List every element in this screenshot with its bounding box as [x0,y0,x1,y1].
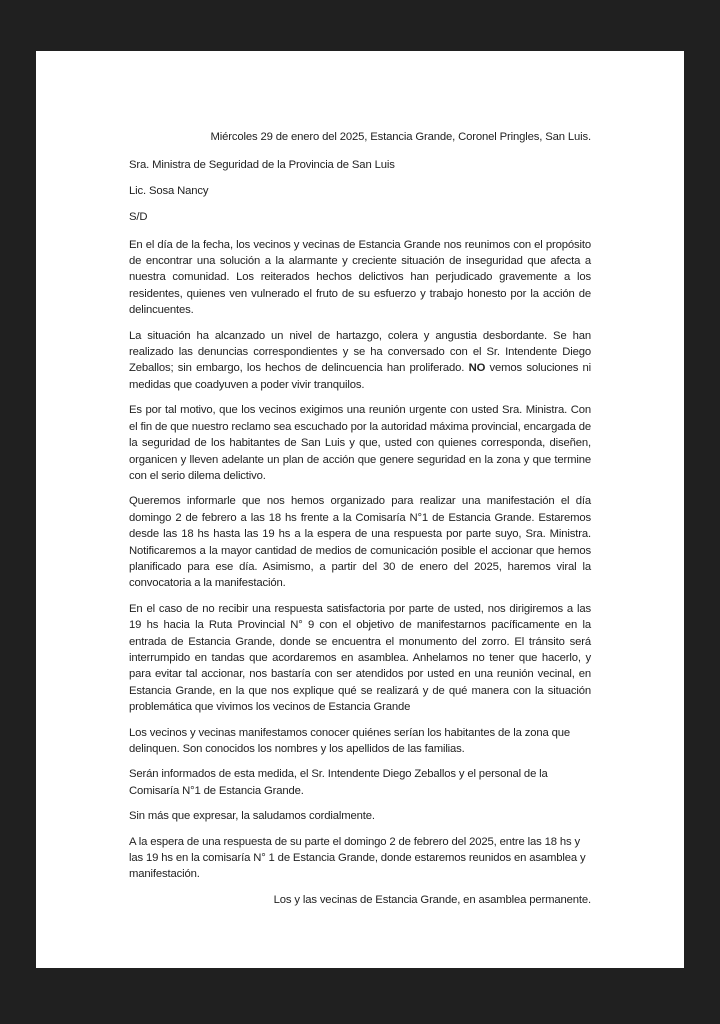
recipient-sd: S/D [129,211,148,224]
paragraph-4: Queremos informarle que nos hemos organizado para realizar una manifestación el día domingo 2 de febrero a las 18 hs frente a la Comisaría N°1 de Estancia Grande. Estaremos desde las 18 hs hasta las 19 hs a la espera de una respuesta por parte suyo, Sra. Ministra. Notificaremos a la mayor cantidad de medios de comunicación posible el accionar que hemos planificado para ese día. Asimismo, a partir del 30 de enero del 2025, haremos viral la convocatoria a la manifestación. [129,495,591,590]
paragraph-3: Es por tal motivo, que los vecinos exigimos una reunión urgente con usted Sra. Ministra. Con el fin de que nuestro reclamo sea escuchado por la autoridad máxima provincial, encargada de la seguridad de los habitantes de San Luis y que, usted con quienes corresponda, diseñen, organicen y lleven adelante un plan de acción que genere seguridad en la zona y que termine con el serio dilema delictivo. [129,404,591,482]
paragraph-2 [129,328,591,394]
paragraph-2-text-b: vemos soluciones ni medidas que coadyuven a poder vivir tranquilos. [129,362,591,391]
recipient-title: Sra. Ministra de Seguridad de la Provincia de San Luis [129,159,395,172]
paragraph-5: En el caso de no recibir una respuesta satisfactoria por parte de usted, nos dirigiremos a las 19 hs hacia la Ruta Provincial N° 9 con el objetivo de manifestarnos pacíficamente en la entrada de Estancia Grande, donde se encuentra el monumento del zorro. El tránsito será interrumpido en tandas que acordaremos en asamblea. Anhelamos no tener que hacerlo, y para evitar tal accionar, nos bastaría con ser atendidos por usted en una reunión vecinal, en Estancia Grande, en la que nos explique qué se realizará y de qué manera con la situación problemática que vivimos los vecinos de Estancia Grande [129,602,591,714]
recipient-name: Lic. Sosa Nancy [129,185,209,198]
letter-body [129,129,591,908]
paragraph-2-emphasis: NO [468,362,486,375]
paragraph-6: Los vecinos y vecinas manifestamos conocer quiénes serían los habitantes de la zona que delinquen. Son conocidos los nombres y los apellidos de las familias. [129,726,570,755]
paragraph-2-text-a: La situación ha alcanzado un nivel de hartazgo, colera y angustia desbordante. Se han realizado las denuncias correspondientes y se ha conversado con el Sr. Intendente Diego Zeballos; sin embargo, los hechos de delincuencia han proliferado. [129,329,591,375]
letter-page [36,51,684,968]
paragraph-9: A la espera de una respuesta de su parte el domingo 2 de febrero del 2025, entre las 18 hs y las 19 hs en la comisaría N° 1 de Estancia Grande, donde estaremos reunidos en asamblea y manifestación. [129,835,586,881]
paragraph-7: Serán informados de esta medida, el Sr. Intendente Diego Zeballos y el personal de la Comisaría N°1 de Estancia Grande. [129,768,548,797]
paragraph-1: En el día de la fecha, los vecinos y vecinas de Estancia Grande nos reunimos con el propósito de encontrar una solución a la alarmante y creciente situación de inseguridad que afecta a nuestra comunidad. Los reiterados hechos delictivos han perjudicado gravemente a los residentes, quienes ven vulnerado el fruto de su esfuerzo y trabajo honesto por la acción de delincuentes. [129,238,591,317]
paragraph-8: Sin más que expresar, la saludamos cordialmente. [129,810,375,823]
date-line: Miércoles 29 de enero del 2025, Estancia Grande, Coronel Pringles, San Luis. [210,131,591,143]
signature: Los y las vecinas de Estancia Grande, en asamblea permanente. [273,893,591,906]
